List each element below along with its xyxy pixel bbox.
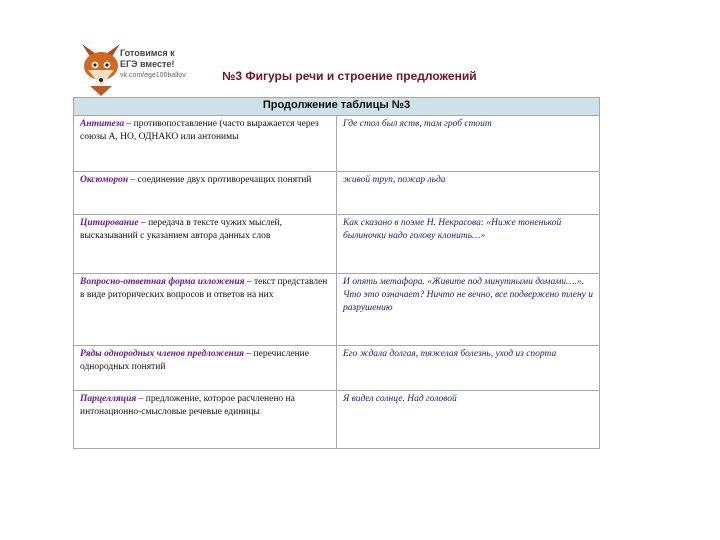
- definition-cell: [74, 346, 337, 391]
- example-cell: Я видел солнце. Над головой: [337, 391, 600, 449]
- table-row: [74, 116, 600, 172]
- table-row: [74, 215, 600, 274]
- definition: – передача в тексте чужих мыслей, высказываний с указанием автора данных слов: [80, 218, 283, 241]
- logo-line-1: Готовимся к: [120, 48, 175, 58]
- example-cell: Где стол был яств, там гроб стоит: [337, 116, 600, 172]
- table-row: [74, 391, 600, 449]
- logo-line-2: ЕГЭ вместе!: [120, 59, 175, 69]
- logo-text: [120, 48, 186, 81]
- example-cell: Как сказано в поэме Н. Некрасова: «Ниже тоненькой былиночки надо голову клонить…»: [337, 215, 600, 274]
- definition: – противопоставление (часто выражается через союзы А, НО, ОДНАКО или антонимы: [80, 119, 319, 142]
- definition-cell: [74, 274, 337, 346]
- logo-link[interactable]: vk.com/ege100ballov: [120, 72, 186, 79]
- term: Ряды однородных членов предложения: [80, 349, 245, 359]
- table-row: [74, 274, 600, 346]
- definition: – текст представлен в виде риторических вопросов и ответов на них: [80, 277, 328, 300]
- fox-logo-icon: [76, 40, 126, 96]
- term: Цитирование: [80, 218, 139, 228]
- definition: – перечисление однородных понятий: [80, 349, 309, 372]
- definition-cell: [74, 215, 337, 274]
- page-title: №3 Фигуры речи и строение предложений: [222, 69, 477, 83]
- term: Вопросно-ответная форма изложения: [80, 277, 245, 287]
- term: Оксюморон: [80, 175, 129, 185]
- example-cell: живой труп, пожар льда: [337, 172, 600, 215]
- table-row: [74, 346, 600, 391]
- definition-cell: [74, 116, 337, 172]
- table-row: [74, 172, 600, 215]
- table-header: Продолжение таблицы №3: [74, 98, 600, 116]
- definition: – соединение двух противоречащих понятий: [128, 175, 312, 185]
- term: Парцелляция: [80, 394, 137, 404]
- definition-cell: [74, 391, 337, 449]
- term: Антитеза: [80, 119, 125, 129]
- table-header-row: [74, 98, 600, 116]
- definition: – предложение, которое расчленено на интонационно-смысловые речевые единицы: [80, 394, 295, 417]
- figures-table: [73, 97, 600, 449]
- example-cell: Его ждала долгая, тяжелая болезнь, уход из спорта: [337, 346, 600, 391]
- example-cell: И опять метафора. «Живите под минутными домами….». Что это означает? Ничто не вечно, все подвержено тлену и разрушению: [337, 274, 600, 346]
- definition-cell: [74, 172, 337, 215]
